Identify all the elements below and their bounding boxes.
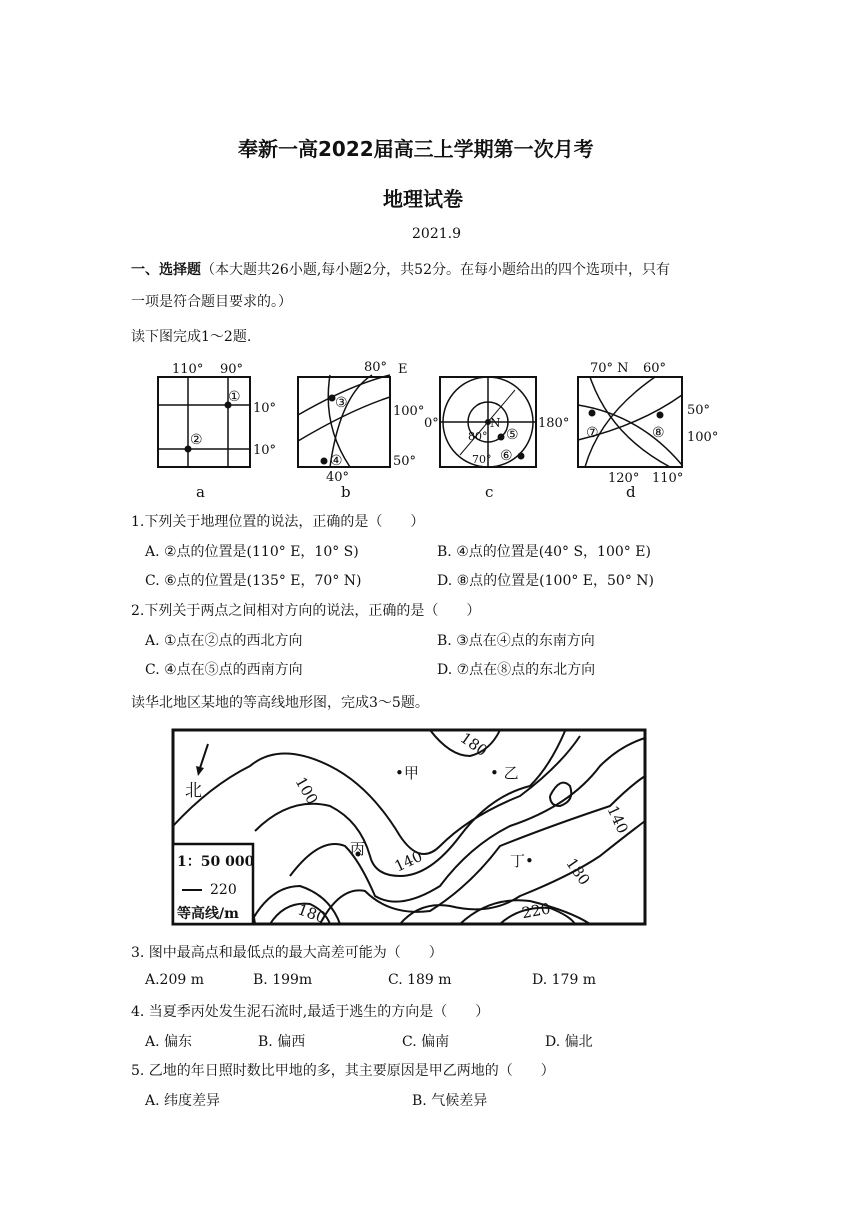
q3-option-b: B. 199m <box>253 972 313 988</box>
grid-b-top: 80° <box>364 360 388 375</box>
exam-subtitle: 地理试卷 <box>383 187 463 211</box>
grid-a-top-left: 110° <box>172 362 204 377</box>
point-yi: • 乙 <box>490 764 519 782</box>
contour-label-180b: 180 <box>562 854 594 889</box>
grid-d-top2: 60° <box>643 361 667 376</box>
q1-option-d: D. ⑧点的位置是(100° E，50° N) <box>437 573 655 589</box>
legend-label: 等高线/m <box>177 906 239 922</box>
contour-map <box>170 726 650 928</box>
grid-a-top-right: 90° <box>220 362 244 377</box>
grid-d-caption: d <box>626 483 636 501</box>
point-6: ⑥ <box>500 448 513 464</box>
point-ding: 丁• <box>510 852 534 870</box>
north-label: 北 <box>185 781 202 801</box>
grid-a-right1: 10° <box>253 401 277 416</box>
q1-option-c: C. ⑥点的位置是(135° E，70° N) <box>145 573 362 589</box>
q3-option-c: C. 189 m <box>388 972 452 988</box>
figure-grids <box>140 355 720 505</box>
q3-option-a: A.209 m <box>145 972 205 988</box>
intro-1: 读下图完成1～2题. <box>131 329 252 345</box>
grid-a-caption: a <box>196 483 205 501</box>
point-1: ① <box>228 389 241 405</box>
q3-stem: 3. 图中最高点和最低点的最大高差可能为（ ） <box>131 945 443 961</box>
q2-option-b: B. ③点在④点的东南方向 <box>437 633 595 649</box>
q5-stem: 5. 乙地的年日照时数比甲地的多，其主要原因是甲乙两地的（ ） <box>131 1063 555 1079</box>
contour-label-140b: 140 <box>391 847 426 876</box>
grid-c-left: 0° <box>424 416 439 431</box>
grid-d-bottom2: 110° <box>652 471 684 486</box>
intro-2: 读华北地区某地的等高线地形图，完成3～5题。 <box>131 695 429 711</box>
point-8: ⑧ <box>652 425 665 441</box>
q4-option-a: A. 偏东 <box>145 1034 193 1050</box>
q2-option-a: A. ①点在②点的西北方向 <box>145 633 303 649</box>
grid-d-right1: 50° <box>687 403 711 418</box>
grid-b-caption: b <box>341 483 351 501</box>
q1-option-a: A. ②点的位置是(110° E，10° S) <box>145 544 359 560</box>
contour-label-220: 220 <box>520 899 552 923</box>
point-2: ② <box>190 432 203 448</box>
grid-c-n: N <box>490 416 501 430</box>
q2-option-d: D. ⑦点在⑧点的东北方向 <box>437 662 596 678</box>
q1-stem: 1.下列关于地理位置的说法，正确的是（ ） <box>131 514 425 530</box>
grid-b-right1: 100° <box>393 404 425 419</box>
grid-b-top-e: E <box>398 362 408 377</box>
grid-c-right: 180° <box>538 416 570 431</box>
grid-d-right2: 100° <box>687 430 719 445</box>
q1-option-b: B. ④点的位置是(40° S，100° E) <box>437 544 651 560</box>
q4-stem: 4. 当夏季丙处发生泥石流时,最适于逃生的方向是（ ） <box>131 1004 490 1020</box>
q5-option-a: A. 纬度差异 <box>145 1093 221 1109</box>
q5-option-b: B. 气候差异 <box>412 1093 488 1109</box>
grid-d-bottom1: 120° <box>608 471 640 486</box>
exam-title: 奉新一高2022届高三上学期第一次月考 <box>238 137 594 161</box>
grid-c-arc2: 70° <box>472 453 492 466</box>
q2-stem: 2.下列关于两点之间相对方向的说法，正确的是（ ） <box>131 603 481 619</box>
grid-c-caption: c <box>485 483 494 501</box>
section-desc-1: （本大题共26小题,每小题2分，共52分。在每小题给出的四个选项中，只有 <box>201 262 670 278</box>
grid-b-right2: 50° <box>393 454 417 469</box>
section-heading: 一、选择题 <box>131 262 201 278</box>
exam-date: 2021.9 <box>412 226 461 242</box>
contour-label-140a: 140 <box>603 802 632 837</box>
contour-label-180a: 180 <box>456 728 491 761</box>
grid-b-bottom: 40° <box>326 470 350 485</box>
q3-option-d: D. 179 m <box>532 972 597 988</box>
point-jia: •甲 <box>395 764 419 782</box>
q4-option-d: D. 偏北 <box>545 1034 593 1050</box>
map-scale: 1：50 000 <box>177 854 255 870</box>
contour-label-100: 100 <box>291 773 322 808</box>
q4-option-b: B. 偏西 <box>258 1034 306 1050</box>
section-desc-2: 一项是符合题目要求的。） <box>131 294 292 310</box>
legend-value: 220 <box>210 882 237 898</box>
grid-c-arc1: 80° <box>468 430 488 443</box>
grid-a-right2: 10° <box>253 443 277 458</box>
section-instructions <box>131 259 670 279</box>
grid-d-top1: 70° N <box>590 361 629 376</box>
point-bing: 丙 <box>350 840 366 858</box>
point-3: ③ <box>335 395 348 411</box>
contour-label-180c: 180 <box>295 900 329 928</box>
point-5: ⑤ <box>506 427 519 443</box>
q4-option-c: C. 偏南 <box>402 1034 450 1050</box>
q2-option-c: C. ④点在⑤点的西南方向 <box>145 662 303 678</box>
point-4: ④ <box>330 453 343 469</box>
point-7: ⑦ <box>586 425 599 441</box>
